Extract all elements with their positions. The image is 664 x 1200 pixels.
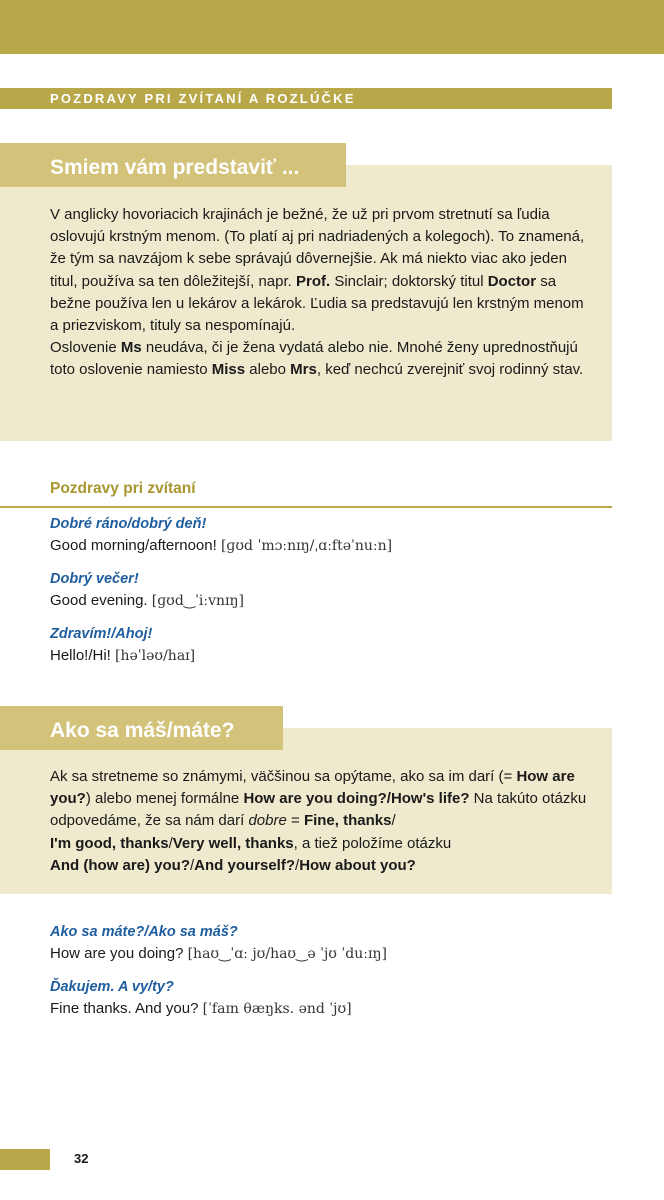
phrase-english	[50, 942, 610, 966]
phrase-slovak: Zdravím!/Ahoj!	[50, 626, 153, 642]
pronunciation: [həˈləʊ/haɪ]	[115, 648, 196, 664]
greetings-subheading: Pozdravy pri zvítaní	[50, 480, 196, 497]
phrase-bold: Fine, thanks	[303, 812, 392, 830]
text-run: /	[295, 856, 300, 874]
text-run: neudáva, či je žena vydatá alebo nie. Mnohé ženy uprednostňujú toto oslovenie namiesto	[50, 339, 578, 379]
english-text: Good morning/afternoon!	[50, 537, 217, 554]
pronunciation: [haʊ‿ˈɑː jʊ/haʊ‿ə ˈjʊ ˈduːɪŋ]	[187, 946, 387, 962]
phrase-entry	[50, 977, 610, 1021]
text-run: ) alebo menej formálne	[85, 790, 244, 808]
introductions-text	[50, 204, 595, 382]
phrase-entry	[50, 569, 610, 613]
phrase-slovak: Dobrý večer!	[50, 571, 139, 587]
term-mrs: Mrs	[290, 361, 317, 379]
phrase-bold: I'm good, thanks	[50, 834, 169, 852]
term-doctor: Doctor	[487, 272, 537, 290]
phrase-slovak: Ďakujem. A vy/ty?	[50, 979, 174, 995]
subheading-rule	[0, 506, 612, 508]
phrase-bold: Very well, thanks	[172, 834, 294, 852]
text-run: Na takúto otázku odpovedáme, že sa nám darí	[50, 790, 587, 830]
how-are-you-text	[50, 766, 595, 877]
phrase-slovak: Dobré ráno/dobrý deň!	[50, 516, 207, 532]
text-run: , a tiež položíme otázku	[293, 834, 452, 852]
pronunciation: [ɡʊd‿ˈiːvnɪŋ]	[151, 593, 244, 609]
phrase-bold: How are you?	[50, 768, 575, 808]
phrase-english	[50, 589, 610, 613]
phrase-slovak: Ako sa máte?/Ako sa máš?	[50, 924, 238, 940]
page-number: 32	[74, 1151, 89, 1166]
phrase-english	[50, 644, 610, 668]
phrase-entry	[50, 514, 610, 558]
term-prof: Prof.	[295, 272, 331, 290]
pronunciation: [ˈfaɪn θæŋks. ənd ˈjʊ]	[202, 1001, 352, 1017]
text-run: , keď nechcú zverejniť svoj rodinný stav.	[316, 361, 584, 379]
text-run: /	[190, 856, 195, 874]
phrase-bold: How are you doing?/How's life?	[243, 790, 470, 808]
english-text: How are you doing?	[50, 945, 184, 962]
chapter-title-bar	[0, 88, 612, 109]
phrase-entry	[50, 922, 610, 966]
pronunciation: [ɡʊd ˈmɔːnɪŋ/ˌɑːftəˈnuːn]	[220, 538, 393, 554]
text-run: /	[168, 834, 173, 852]
english-text: Good evening.	[50, 592, 148, 609]
text-run: /	[391, 812, 396, 830]
phrase-english	[50, 534, 610, 558]
footer-color-bar	[0, 1149, 50, 1170]
text-run: V anglicky hovoriacich krajinách je bežné, že už pri prvom stretnutí sa ľudia oslovujú krstným menom. (To platí aj pri nadriadených a kolegoch). To znamená, že tým sa navzájom k sebe správajú dôvernejšie. Ak má niekto viac ako jeden titul, používa sa ten dôležitejší, napr.	[50, 206, 585, 290]
text-run: sa bežne používa len u lekárov a lekárok. Ľudia sa predstavujú len krstným menom a priezviskom, tituly sa nespomínajú.	[50, 272, 584, 335]
phrase-entry	[50, 624, 610, 668]
chapter-title: POZDRAVY PRI ZVÍTANÍ A ROZLÚČKE	[50, 91, 356, 106]
text-run: alebo	[245, 361, 291, 379]
phrase-english	[50, 997, 610, 1021]
text-run: Oslovenie	[50, 339, 121, 357]
term-miss: Miss	[211, 361, 246, 379]
top-color-band	[0, 0, 664, 54]
text-run: Ak sa stretneme so známymi, väčšinou sa opýtame, ako sa im darí (=	[50, 768, 517, 785]
phrase-bold: How about you?	[299, 856, 416, 874]
english-text: Fine thanks. And you?	[50, 1000, 199, 1017]
phrase-italic: dobre	[248, 812, 287, 830]
text-run: Sinclair; doktorský titul	[330, 272, 488, 290]
english-text: Hello!/Hi!	[50, 647, 111, 664]
section-heading-how-are-you	[0, 706, 283, 750]
text-run: =	[286, 812, 304, 830]
section-heading-text: Ako sa máš/máte?	[50, 719, 235, 742]
phrase-bold: And (how are) you?	[50, 856, 190, 874]
term-ms: Ms	[120, 339, 142, 357]
section-heading-introductions	[0, 143, 346, 187]
phrase-bold: And yourself?	[194, 856, 296, 874]
section-heading-text: Smiem vám predstaviť ...	[50, 156, 300, 179]
